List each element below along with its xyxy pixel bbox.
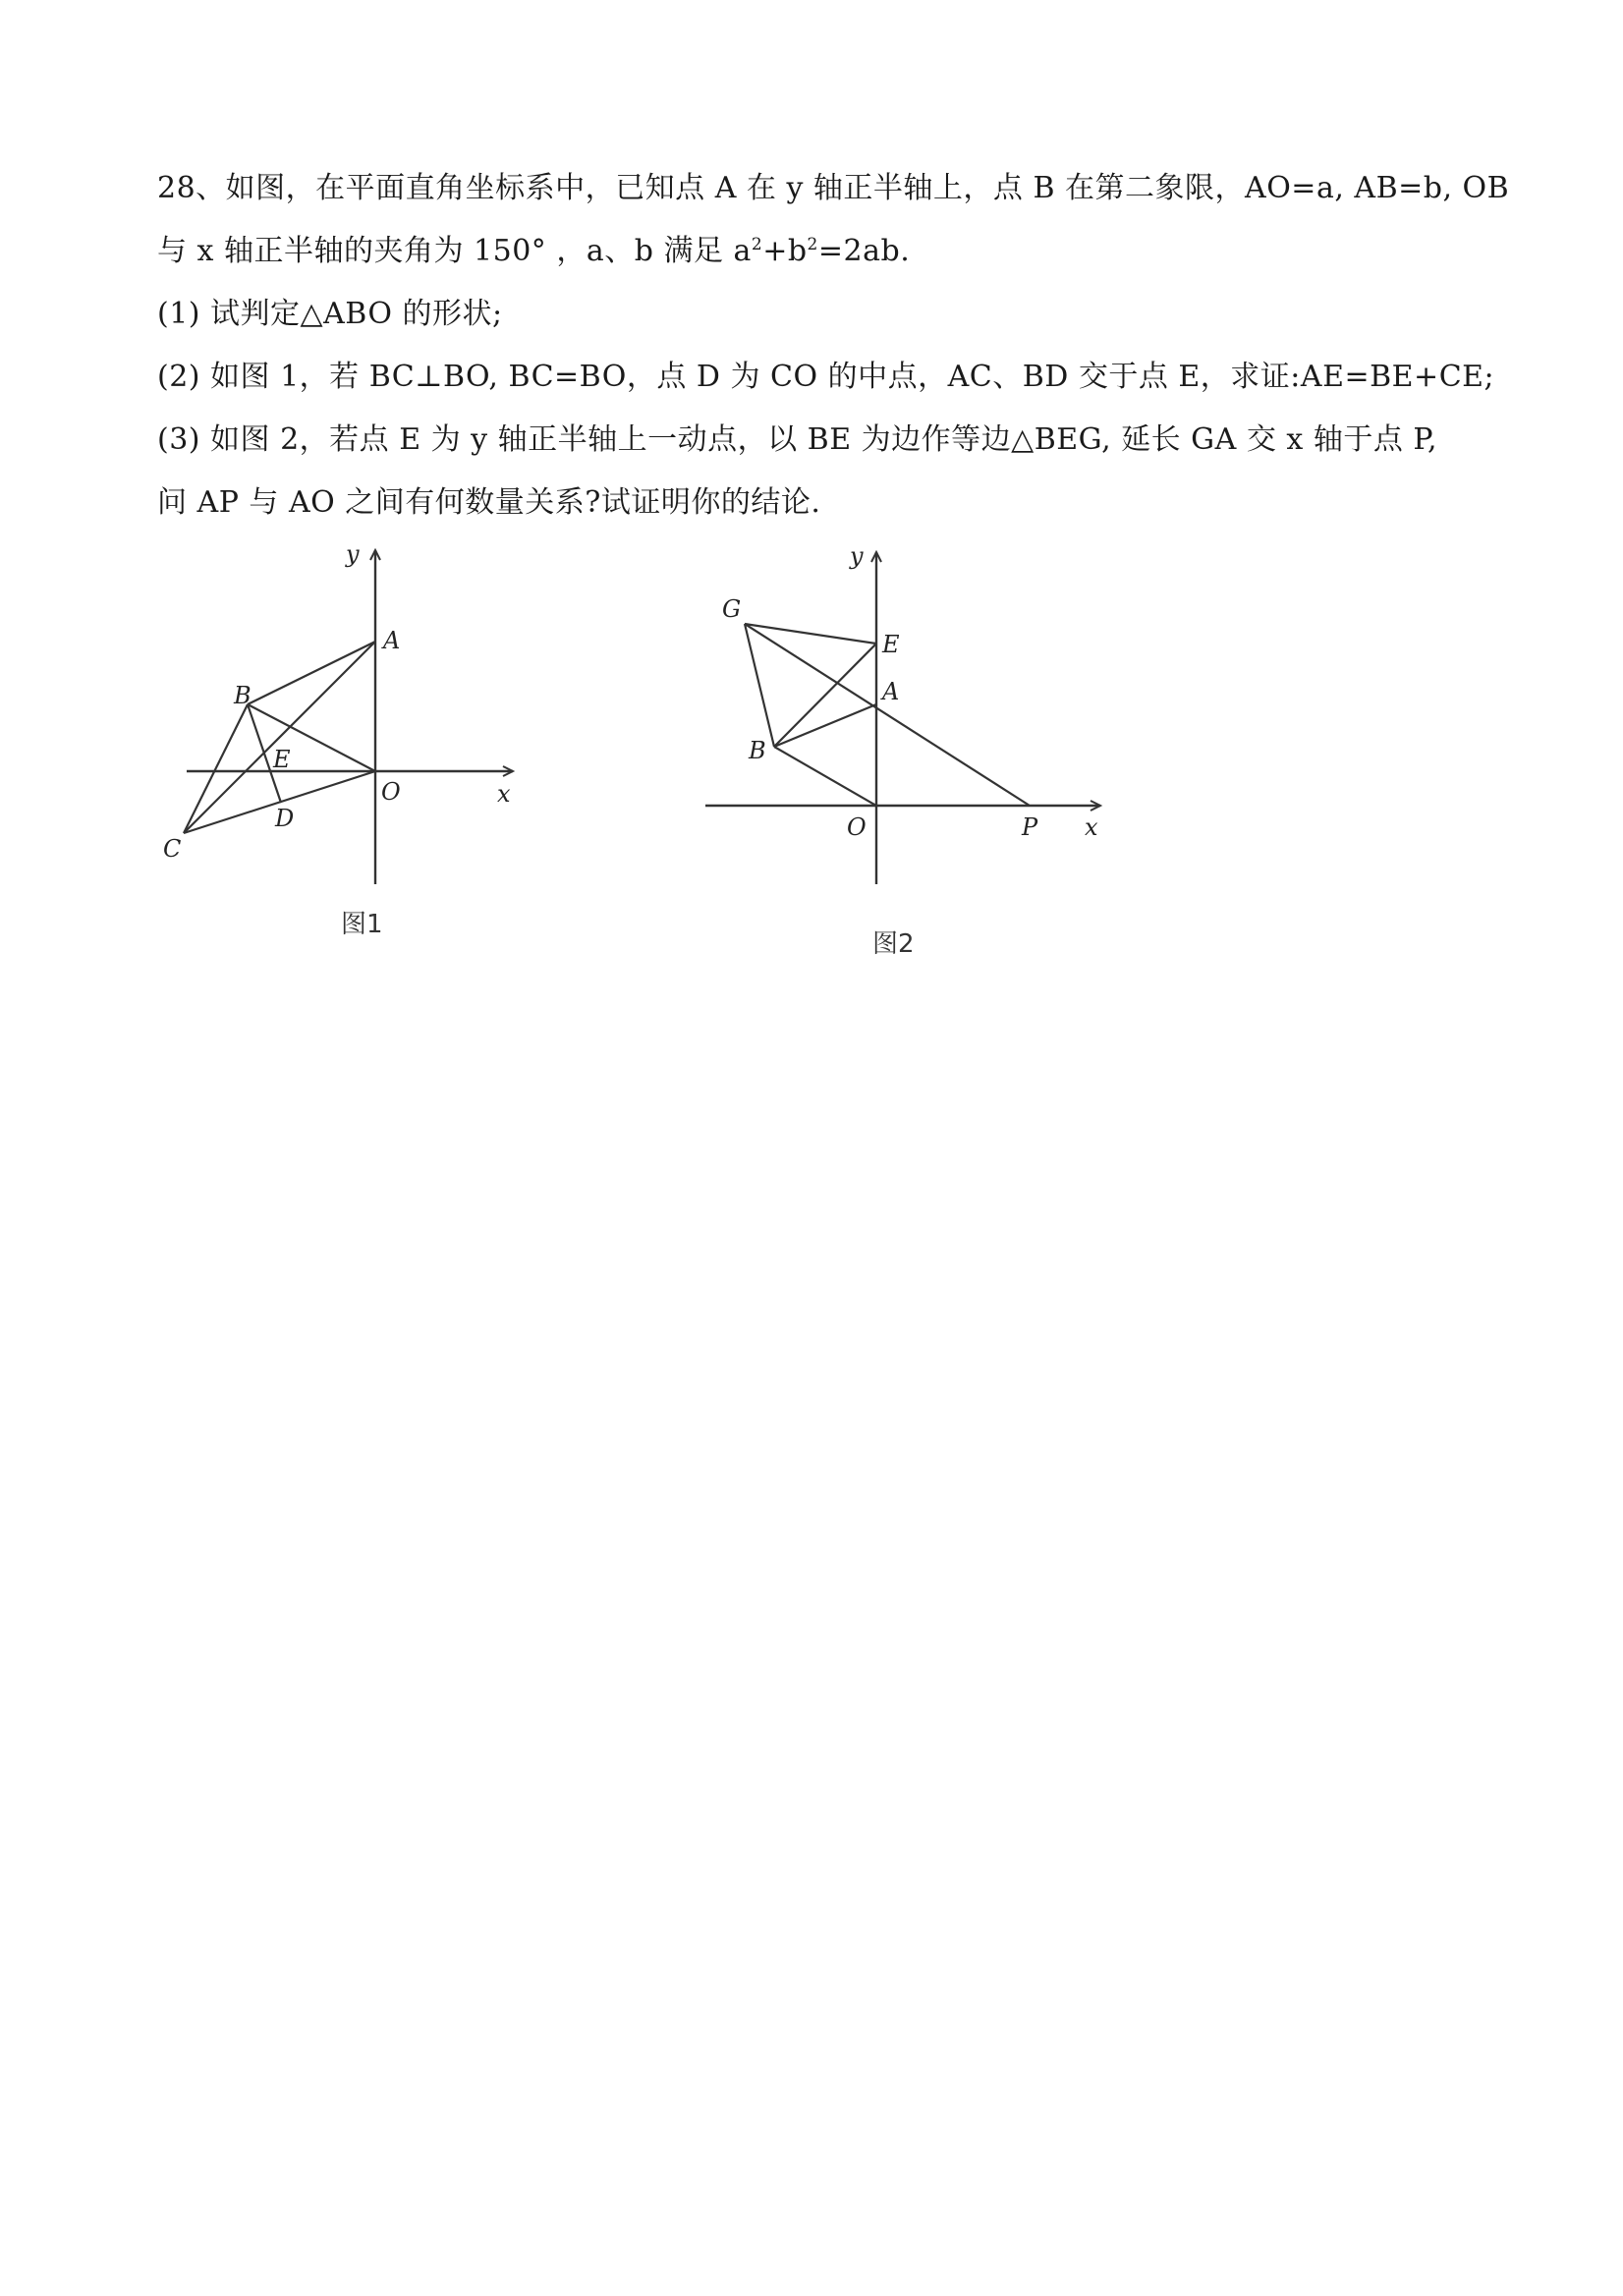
condition-text-pre: 与 x 轴正半轴的夹角为 150° ，a、b 满足 a	[157, 234, 752, 268]
figure-2-diagram	[698, 540, 1110, 894]
condition-text-mid: +b	[762, 234, 808, 268]
figure-1-caption: 图1	[341, 910, 383, 939]
figure-1-diagram	[157, 540, 531, 884]
problem-part-3-a: (3) 如图 2，若点 E 为 y 轴正半轴上一动点，以 BE 为边作等边△BEG, 延长 GA 交 x 轴于点 P,	[157, 422, 1438, 457]
figure-2-label-G: G	[722, 595, 742, 623]
problem-part-2: (2) 如图 1，若 BC⊥BO, BC=BO，点 D 为 CO 的中点，AC、BD 交于点 E，求证:AE=BE+CE;	[157, 360, 1495, 394]
figure-1-label-O: O	[381, 778, 401, 806]
problem-line-1: 28、如图，在平面直角坐标系中，已知点 A 在 y 轴正半轴上，点 B 在第二象限，AO=a, AB=b, OB	[157, 171, 1510, 205]
exponent-2: 2	[807, 235, 818, 254]
figure-2-caption: 图2	[872, 929, 915, 959]
figure-1-label-A: A	[383, 627, 401, 654]
problem-line-2	[157, 220, 1493, 283]
figure-2-label-O: O	[847, 813, 867, 841]
problem-part-1: (1) 试判定△ABO 的形状;	[157, 297, 503, 331]
figure-1-label-B: B	[234, 682, 252, 709]
condition-text-post: =2ab.	[817, 234, 911, 268]
figure-1-label-E: E	[273, 746, 291, 773]
figure-1-label-x: x	[497, 780, 511, 808]
figure-2-label-A: A	[882, 678, 900, 705]
segment-BC	[184, 704, 248, 833]
segment-BO	[774, 747, 876, 806]
segment-BE	[774, 644, 876, 747]
problem-text	[157, 157, 1510, 534]
segment-AB	[248, 642, 375, 704]
figure-1-label-C: C	[163, 835, 182, 863]
segment-GE	[745, 624, 876, 644]
segment-GB	[745, 624, 774, 747]
exponent-1: 2	[751, 235, 763, 254]
figure-2-label-y: y	[850, 542, 864, 570]
segment-BA	[774, 704, 876, 747]
figure-1-label-D: D	[275, 805, 295, 832]
problem-part-3-b: 问 AP 与 AO 之间有何数量关系?试证明你的结论.	[157, 485, 821, 520]
figure-2-label-x: x	[1085, 813, 1098, 841]
figure-2-label-E: E	[882, 631, 900, 658]
figure-1-label-y: y	[346, 540, 360, 568]
figure-2-label-P: P	[1022, 813, 1038, 841]
figure-2-label-B: B	[749, 737, 766, 764]
